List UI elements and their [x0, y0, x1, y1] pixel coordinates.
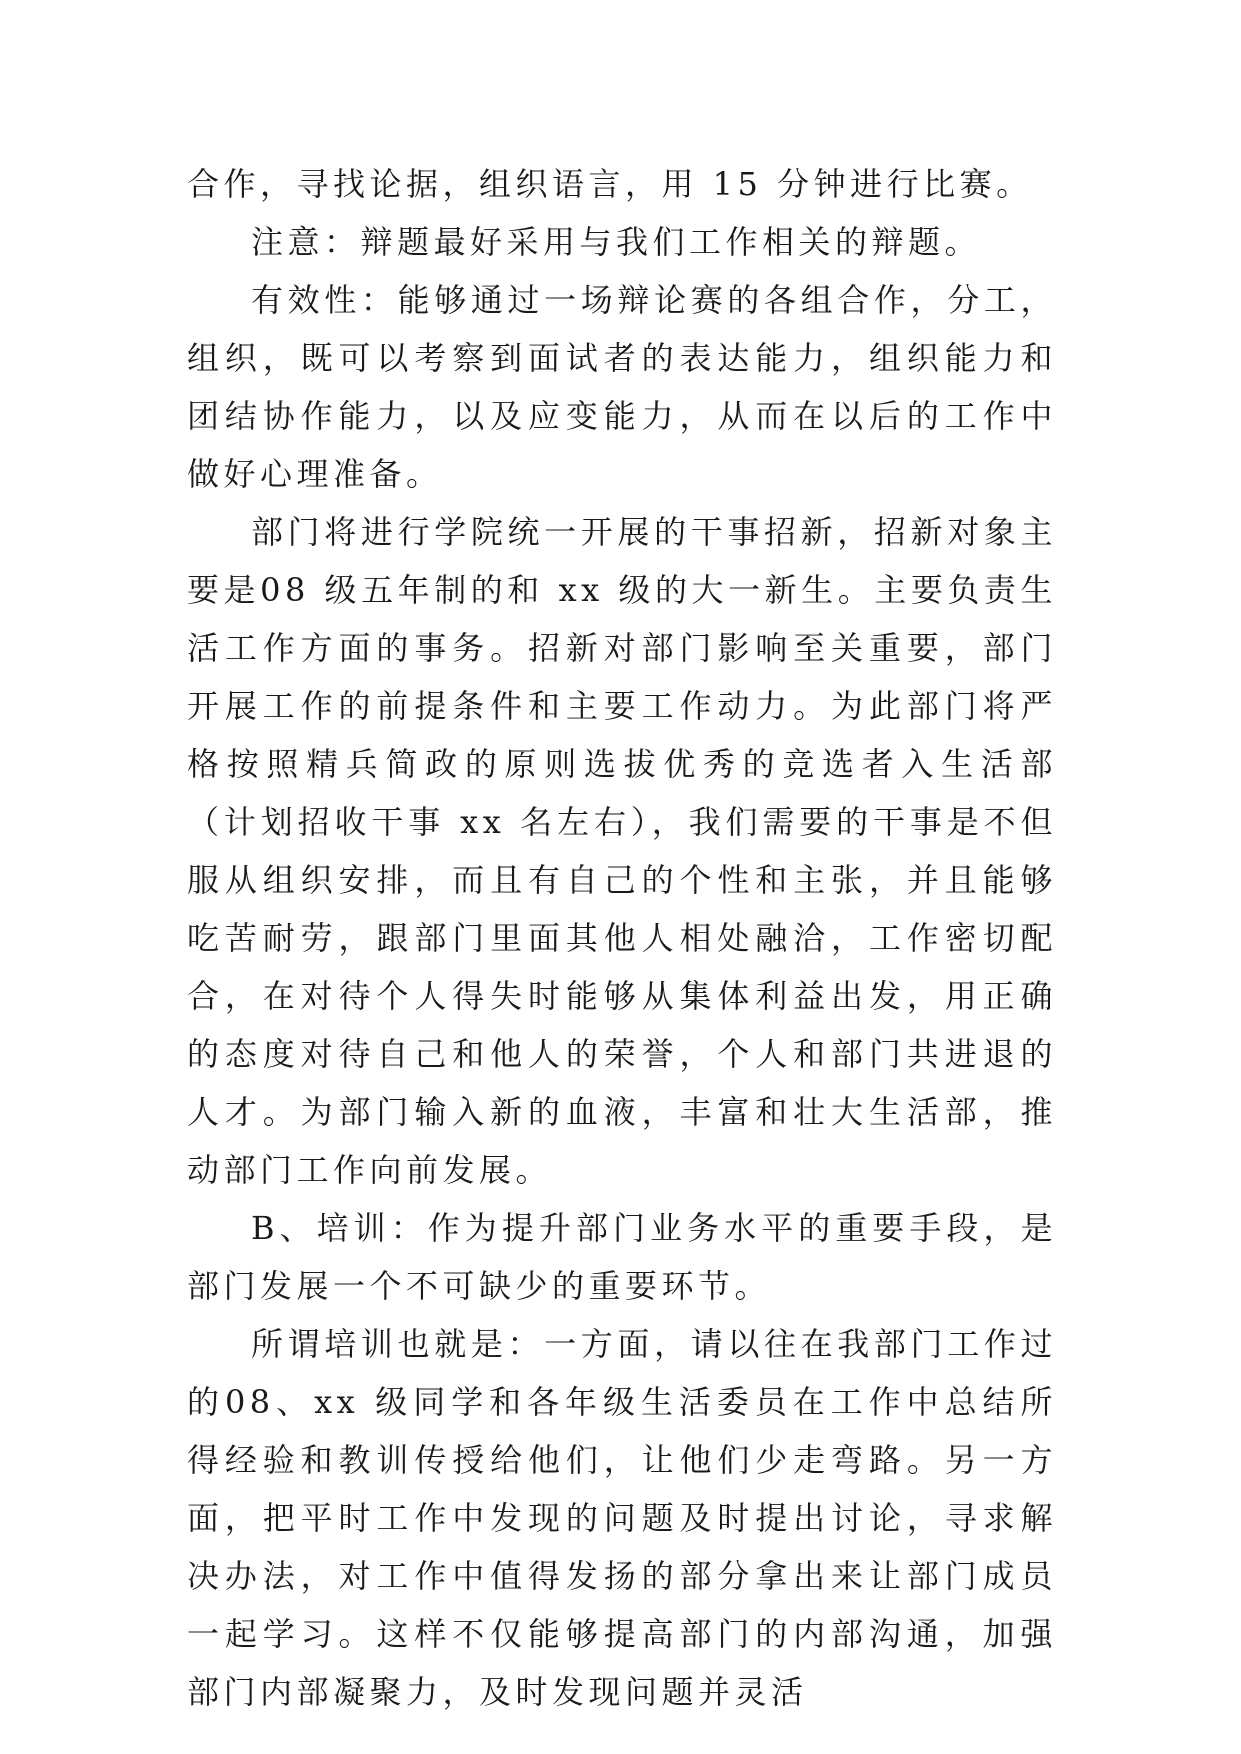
paragraph-note: 注意：辩题最好采用与我们工作相关的辩题。	[251, 223, 982, 261]
paragraph-continuation: 合作，寻找论据，组织语言，用 15 分钟进行比赛。	[187, 165, 1033, 203]
document-body	[187, 155, 1057, 1721]
paragraph-training-detail: 所谓培训也就是：一方面，请以往在我部门工作过的08、xx 级同学和各年级生活委员在工作中总结所得经验和教训传授给他们，让他们少走弯路。另一方面，把平时工作中发现的问题及时提出讨论，寻求解决办法，对工作中值得发扬的部分拿出来让部门成员一起学习。这样不仅能够提高部门的内部沟通，加强部门内部凝聚力，及时发现问题并灵活	[187, 1325, 1057, 1711]
paragraph-effectiveness: 有效性：能够通过一场辩论赛的各组合作，分工，组织，既可以考察到面试者的表达能力，组织能力和团结协作能力，以及应变能力，从而在以后的工作中做好心理准备。	[187, 281, 1057, 493]
paragraph-training: B、培训：作为提升部门业务水平的重要手段，是部门发展一个不可缺少的重要环节。	[187, 1209, 1057, 1305]
paragraph-recruitment: 部门将进行学院统一开展的干事招新，招新对象主要是08 级五年制的和 xx 级的大一新生。主要负责生活工作方面的事务。招新对部门影响至关重要，部门开展工作的前提条件和主要工作动力。为此部门将严格按照精兵简政的原则选拔优秀的竞选者入生活部（计划招收干事 xx 名左右），我们需要的干事是不但服从组织安排，而且有自己的个性和主张，并且能够吃苦耐劳，跟部门里面其他人相处融洽，工作密切配合，在对待个人得失时能够从集体利益出发，用正确的态度对待自己和他人的荣誉，个人和部门共进退的人才。为部门输入新的血液，丰富和壮大生活部，推动部门工作向前发展。	[187, 513, 1057, 1189]
